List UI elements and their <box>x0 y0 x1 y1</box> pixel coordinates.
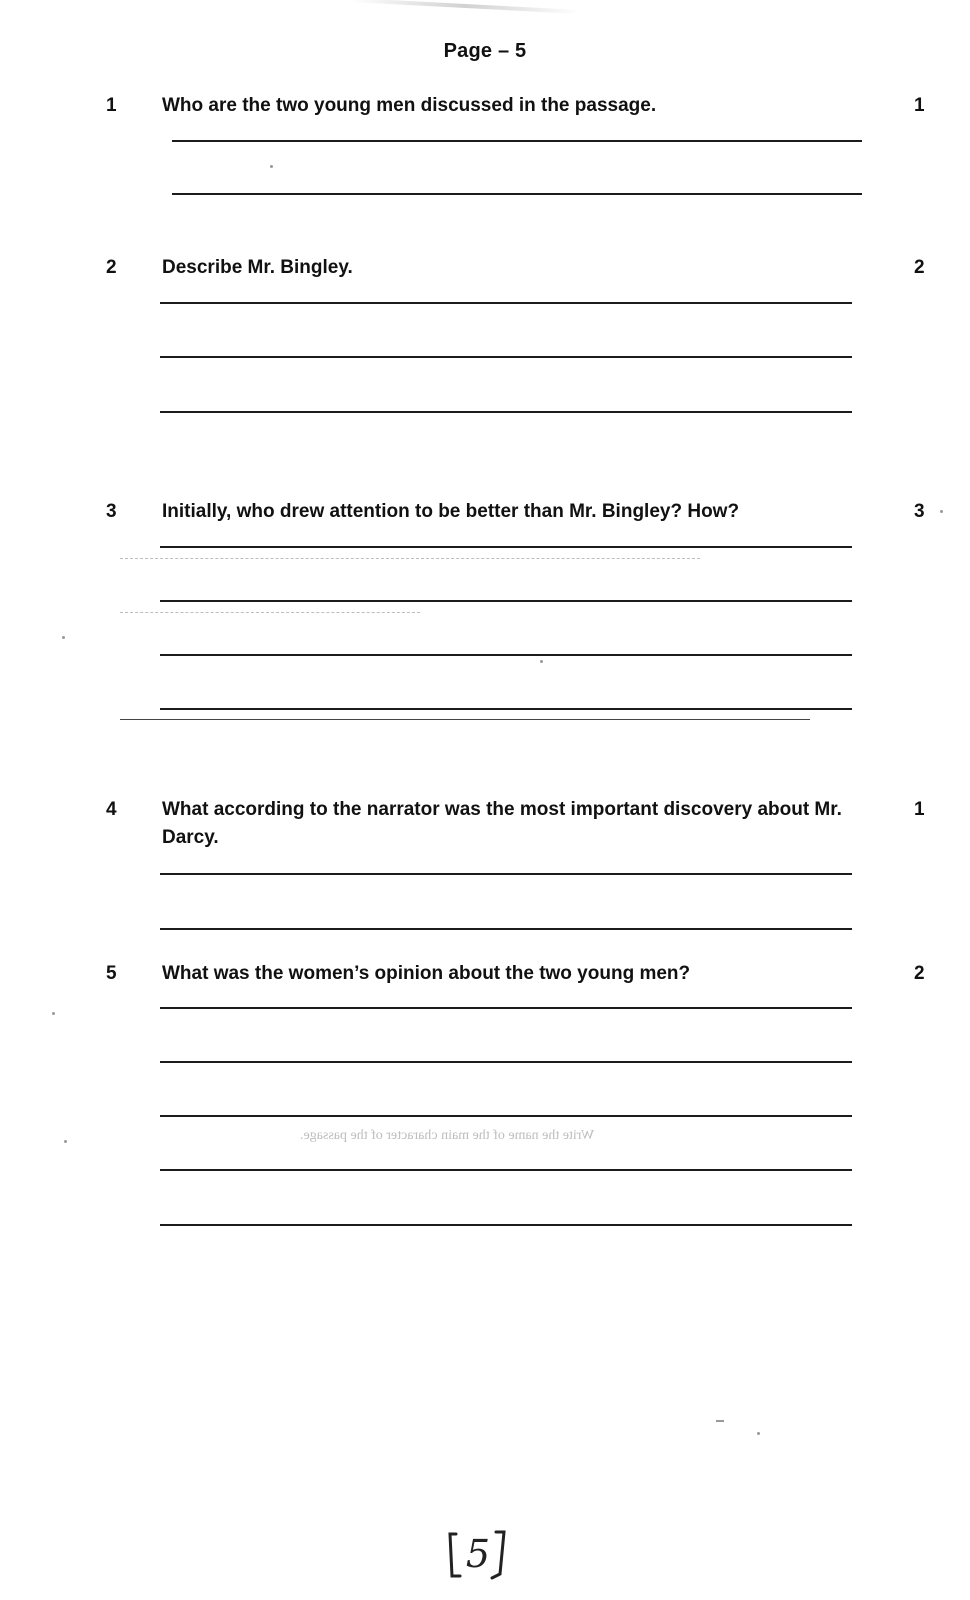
scan-speck <box>757 1432 760 1435</box>
question-4-text: What according to the narrator was the most important discovery about Mr. Darcy. <box>162 799 842 848</box>
question-5-marks: 2 <box>914 963 925 984</box>
answer-line <box>160 546 852 548</box>
scan-artifact <box>120 612 420 614</box>
question-2-number: 2 <box>106 257 117 278</box>
scan-speck <box>52 1012 55 1015</box>
page-footer-number: 5 <box>465 1532 491 1576</box>
answer-line <box>172 193 862 195</box>
question-3-number: 3 <box>106 501 117 522</box>
page-number-stamp <box>446 1528 508 1582</box>
scan-speck <box>716 1420 724 1422</box>
answer-line <box>160 1115 852 1117</box>
answer-line <box>160 873 852 875</box>
bleed-through-text: Write the name of the main character of the passage. <box>300 1128 595 1143</box>
question-2-text: Describe Mr. Bingley. <box>162 257 353 278</box>
question-1-text: Who are the two young men discussed in the passage. <box>162 95 657 116</box>
answer-line <box>160 708 852 710</box>
scan-speck <box>540 660 543 663</box>
page-title: Page – 5 <box>443 40 527 62</box>
answer-line <box>160 1224 852 1226</box>
scan-speck <box>270 165 273 168</box>
answer-line <box>160 928 852 930</box>
question-1-marks: 1 <box>914 95 925 116</box>
answer-line <box>160 411 852 413</box>
question-3-marks: 3 <box>914 501 925 522</box>
question-1-number: 1 <box>106 95 117 116</box>
answer-line <box>172 140 862 142</box>
question-5-number: 5 <box>106 963 117 984</box>
answer-line <box>160 356 852 358</box>
question-5-text: What was the women’s opinion about the two young men? <box>162 963 691 984</box>
question-3-text: Initially, who drew attention to be better than Mr. Bingley? How? <box>162 501 740 522</box>
scan-smudge <box>350 0 580 14</box>
question-4-marks: 1 <box>914 799 925 820</box>
answer-line <box>160 1007 852 1009</box>
answer-line <box>160 600 852 602</box>
scan-artifact-line <box>120 719 810 720</box>
answer-line <box>160 302 852 304</box>
scan-artifact <box>120 558 700 560</box>
question-2-marks: 2 <box>914 257 925 278</box>
answer-line <box>160 1169 852 1171</box>
scan-speck <box>64 1140 67 1143</box>
question-4-number: 4 <box>106 799 117 820</box>
answer-line <box>160 654 852 656</box>
scan-speck <box>940 510 943 513</box>
scan-speck <box>62 636 65 639</box>
answer-line <box>160 1061 852 1063</box>
